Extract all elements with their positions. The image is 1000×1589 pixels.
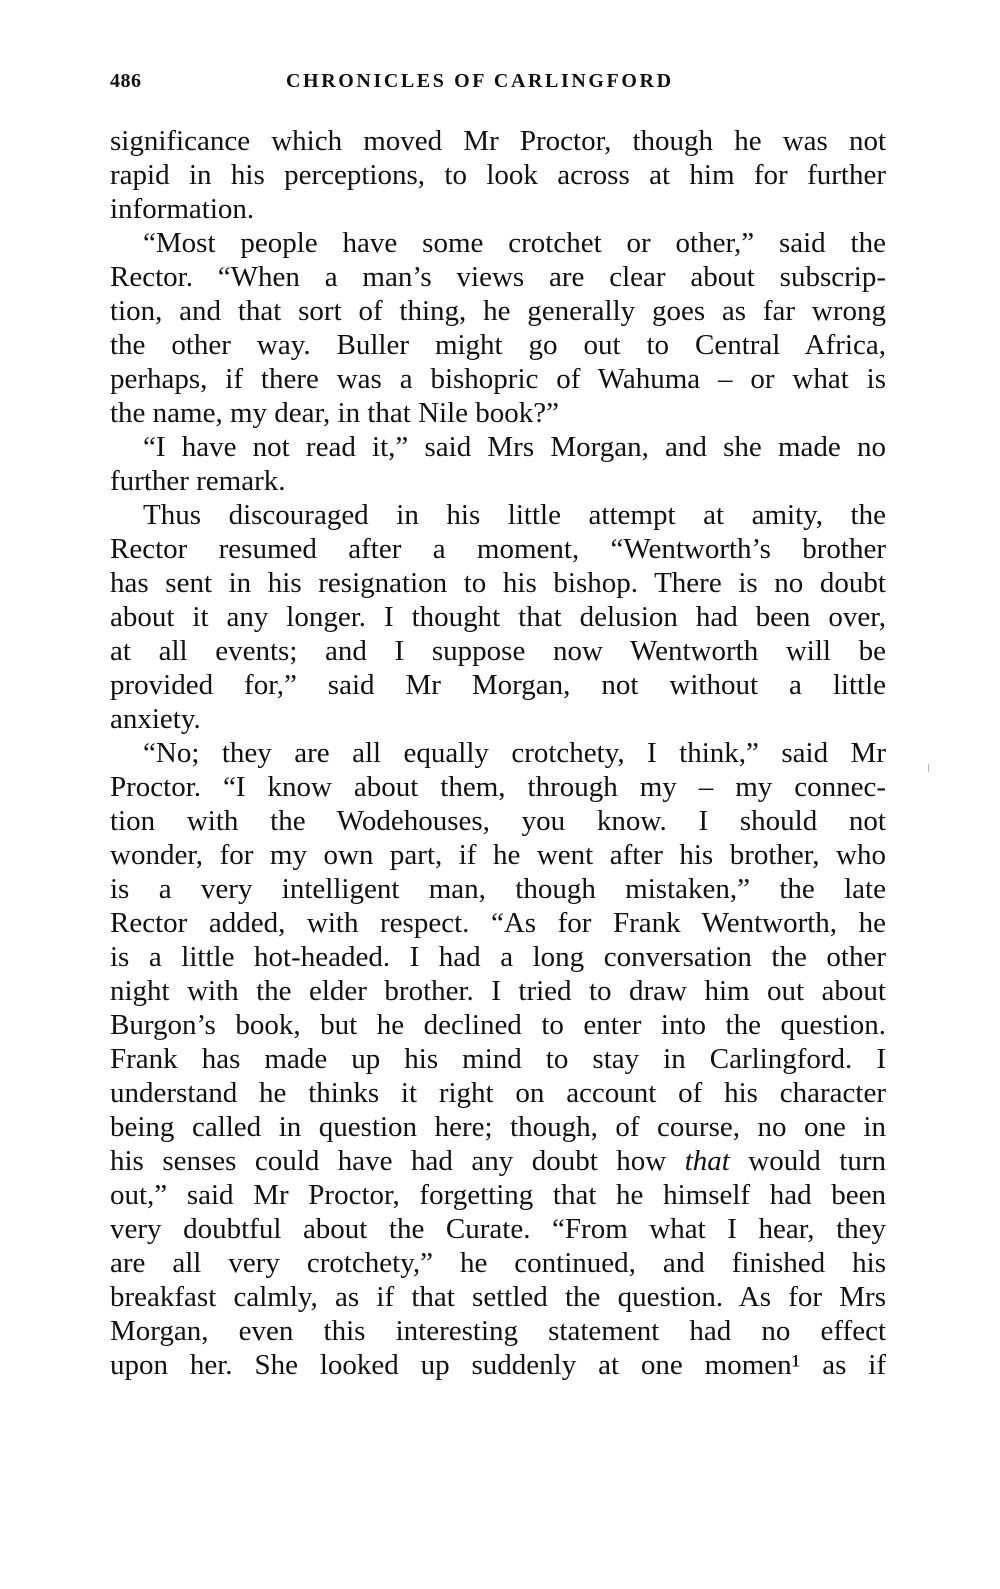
page-number: 486 (110, 70, 142, 92)
text-line: perhaps, if there was a bishopric of Wahuma – or what is (110, 363, 886, 395)
text-line: “I have not read it,” said Mrs Morgan, and she made no (143, 431, 886, 463)
italic-word: that (684, 1145, 730, 1177)
text-line: Frank has made up his mind to stay in Carlingford. I (110, 1043, 886, 1075)
text-line: Rector resumed after a moment, “Wentworth’s brother (110, 533, 886, 565)
text-line: Rector. “When a man’s views are clear about subscrip- (110, 261, 886, 293)
text-line: has sent in his resignation to his bishop. There is no doubt (110, 567, 886, 599)
text-line: Proctor. “I know about them, through my – my connec- (110, 771, 886, 803)
text-line: wonder, for my own part, if he went after his brother, who (110, 839, 886, 871)
text-line: being called in question here; though, of course, no one in (110, 1111, 886, 1143)
text-line: upon her. She looked up suddenly at one momen¹ as if (110, 1349, 886, 1381)
scan-speck (928, 764, 929, 772)
text-line: about it any longer. I thought that delusion had been over, (110, 601, 886, 633)
text-fragment: would turn (729, 1145, 886, 1177)
text-line: night with the elder brother. I tried to draw him out about (110, 975, 886, 1007)
text-line: significance which moved Mr Proctor, though he was not (110, 125, 886, 157)
text-line: provided for,” said Mr Morgan, not without a little (110, 669, 886, 701)
text-line: breakfast calmly, as if that settled the question. As for Mrs (110, 1281, 886, 1313)
text-line: anxiety. (110, 703, 201, 735)
text-line: tion, and that sort of thing, he generally goes as far wrong (110, 295, 886, 327)
text-fragment: his senses could have had any doubt how (110, 1145, 685, 1177)
text-line: understand he thinks it right on account of his character (110, 1077, 886, 1109)
body-text (110, 124, 886, 1382)
text-line: “No; they are all equally crotchety, I think,” said Mr (143, 737, 886, 769)
text-line: Burgon’s book, but he declined to enter into the question. (110, 1009, 886, 1041)
text-line: are all very crotchety,” he continued, and finished his (110, 1247, 886, 1279)
text-line: Rector added, with respect. “As for Frank Wentworth, he (110, 907, 886, 939)
text-line: tion with the Wodehouses, you know. I should not (110, 805, 886, 837)
text-line: rapid in his perceptions, to look across at him for further (110, 159, 886, 191)
text-line: very doubtful about the Curate. “From what I hear, they (110, 1213, 886, 1245)
text-line: the name, my dear, in that Nile book?” (110, 397, 559, 429)
text-line: is a very intelligent man, though mistaken,” the late (110, 873, 886, 905)
page-header (110, 70, 890, 102)
text-line: out,” said Mr Proctor, forgetting that he himself had been (110, 1179, 886, 1211)
text-line: information. (110, 193, 255, 225)
text-line: Morgan, even this interesting statement had no effect (110, 1315, 886, 1347)
text-line: Thus discouraged in his little attempt at amity, the (143, 499, 886, 531)
text-line: the other way. Buller might go out to Central Africa, (110, 329, 886, 361)
text-line-with-italic (110, 1144, 886, 1178)
text-line: is a little hot-headed. I had a long conversation the other (110, 941, 886, 973)
text-line: further remark. (110, 465, 286, 497)
text-line: “Most people have some crotchet or other,” said the (143, 227, 886, 259)
text-line: at all events; and I suppose now Wentworth will be (110, 635, 886, 667)
running-title: CHRONICLES OF CARLINGFORD (286, 70, 674, 92)
